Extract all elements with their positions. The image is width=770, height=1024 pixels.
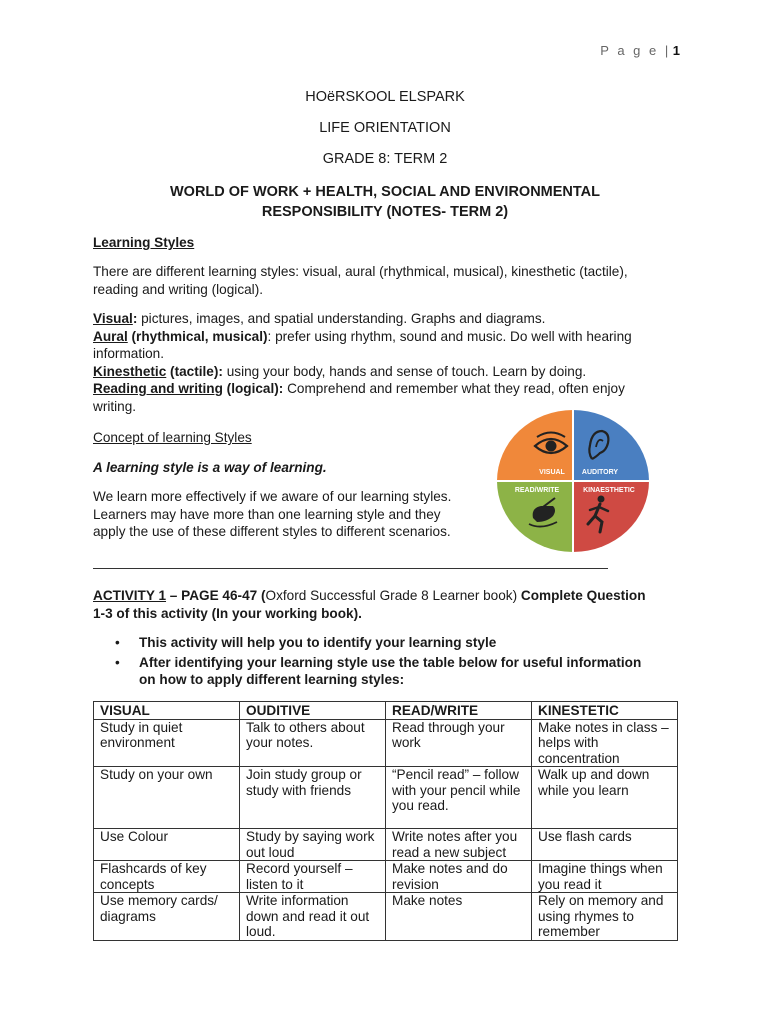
- table-cell: Imagine things when you read it: [532, 861, 678, 893]
- learning-styles-wheel: [497, 410, 649, 552]
- grade-term: GRADE 8: TERM 2: [322, 151, 448, 167]
- intro-line2: reading and writing (logical).: [93, 281, 264, 297]
- school-name: HOëRSKOOL ELSPARK: [305, 89, 465, 105]
- table-cell: Record yourself – listen to it: [240, 861, 386, 893]
- rw-desc: Comprehend and remember what they read, often enjoy: [283, 381, 625, 396]
- table-cell: Make notes in class – helps with concentration: [532, 719, 678, 767]
- table-cell: “Pencil read” – follow with your pencil while you read.: [386, 767, 532, 829]
- col-header-readwrite: READ/WRITE: [386, 702, 532, 720]
- concept-heading: Concept of learning Styles: [93, 430, 252, 445]
- concept-line2: Learners may have more than one learning style and they: [93, 506, 441, 522]
- aural-term: Aural: [93, 328, 128, 344]
- concept-line1: We learn more effectively if we aware of our learning styles.: [93, 489, 452, 504]
- doc-title: [0, 182, 770, 222]
- list-item: • After identifying your learning style use the table below for useful information on how to apply different learning styles:: [115, 654, 642, 687]
- concept-definition: A learning style is a way of learning.: [93, 460, 327, 475]
- wheel-label-kinaesthetic: KINAESTHETIC: [583, 487, 635, 494]
- kin-qualifier: (tactile):: [166, 363, 223, 379]
- table-cell: Make notes and do revision: [386, 861, 532, 893]
- table-row: [94, 719, 678, 767]
- table-cell: Rely on memory and using rhymes to remember: [532, 893, 678, 941]
- visual-term: Visual: [93, 311, 133, 326]
- table-row: [94, 893, 678, 941]
- kin-desc: using your body, hands and sense of touch. Learn by doing.: [222, 363, 587, 379]
- wheel-label-readwrite: READ/WRITE: [514, 487, 560, 494]
- page-separator: |: [664, 43, 671, 58]
- table-cell: Write information down and read it out loud.: [240, 893, 386, 941]
- col-header-visual: VISUAL: [94, 702, 240, 720]
- learning-styles-heading: Learning Styles: [93, 235, 195, 250]
- activity-instruction: [93, 587, 673, 622]
- section-divider: [93, 568, 608, 569]
- activity-line1: [93, 587, 673, 605]
- learning-styles-table: [93, 701, 678, 941]
- intro-line1: There are different learning styles: visual, aural (rhythmical, musical), kinesthetic (tactile),: [93, 264, 628, 279]
- table-row: [94, 829, 678, 861]
- page-number-value: 1: [672, 43, 680, 58]
- bullet-text: This activity will help you to identify your learning style: [139, 635, 497, 650]
- col-header-oud: OUDITIVE: [240, 702, 386, 720]
- table-cell: Join study group or study with friends: [240, 767, 386, 829]
- styles-definitions: [93, 310, 673, 415]
- table-cell: Read through your work: [386, 719, 532, 767]
- col-header-kin: KINESTETIC: [532, 702, 678, 720]
- wheel-label-visual: VISUAL: [539, 469, 565, 476]
- table-cell: Make notes: [386, 893, 532, 941]
- table-header-row: [94, 702, 678, 720]
- doc-title-line2: RESPONSIBILITY (NOTES- TERM 2): [261, 204, 509, 220]
- table-cell: Use flash cards: [532, 829, 678, 861]
- aural-desc: : prefer using rhythm, sound and music. Do well with hearing: [267, 328, 632, 344]
- activity-instruction-text: Complete Question: [517, 588, 646, 603]
- table-cell: Walk up and down while you learn: [532, 767, 678, 829]
- kinesthetic-definition: [93, 363, 673, 381]
- aural-desc-cont: information.: [93, 346, 165, 361]
- wheel-label-auditory: AUDITORY: [581, 469, 619, 476]
- activity-label: ACTIVITY 1: [93, 588, 167, 603]
- table-row: [94, 767, 678, 829]
- kin-term: Kinesthetic: [93, 363, 167, 379]
- doc-title-line1: WORLD OF WORK + HEALTH, SOCIAL AND ENVIRONMENTAL: [169, 184, 600, 200]
- visual-colon: :: [132, 311, 138, 326]
- subject-name: LIFE ORIENTATION: [319, 120, 451, 136]
- table-row: [94, 861, 678, 893]
- activity-bullets: [93, 634, 673, 691]
- learning-styles-intro: [93, 263, 673, 298]
- page-label: P a g e: [600, 43, 659, 58]
- bullet-text: After identifying your learning style use the table below for useful information: [139, 654, 642, 670]
- table-cell: Use Colour: [94, 829, 240, 861]
- table-cell: Study in quiet environment: [94, 719, 240, 767]
- bullet-text-cont: on how to apply different learning styles:: [139, 672, 405, 687]
- visual-definition: [93, 310, 673, 328]
- table-cell: Talk to others about your notes.: [240, 719, 386, 767]
- page-number: [600, 43, 680, 58]
- table-cell: Study on your own: [94, 767, 240, 829]
- table-cell: Use memory cards/ diagrams: [94, 893, 240, 941]
- aural-definition: [93, 328, 673, 346]
- concept-line3: apply the use of these different styles to different scenarios.: [93, 524, 451, 539]
- table-cell: Study by saying work out loud: [240, 829, 386, 861]
- rw-desc-cont: writing.: [93, 398, 137, 414]
- visual-desc: pictures, images, and spatial understanding. Graphs and diagrams.: [137, 311, 546, 326]
- list-item: • This activity will help you to identify your learning style: [115, 635, 497, 650]
- activity-page-ref: – PAGE 46-47 (: [166, 588, 266, 603]
- concept-body: [93, 488, 493, 541]
- table-cell: Flashcards of key concepts: [94, 861, 240, 893]
- rw-term: Reading and writing: [93, 381, 223, 396]
- rw-qualifier: (logical):: [222, 381, 284, 396]
- reading-writing-definition: [93, 380, 673, 398]
- activity-book: Oxford Successful Grade 8 Learner book): [265, 588, 518, 603]
- activity-line2: 1-3 of this activity (In your working book).: [93, 605, 362, 621]
- table-cell: Write notes after you read a new subject: [386, 829, 532, 861]
- aural-qualifier: (rhythmical, musical): [127, 328, 268, 344]
